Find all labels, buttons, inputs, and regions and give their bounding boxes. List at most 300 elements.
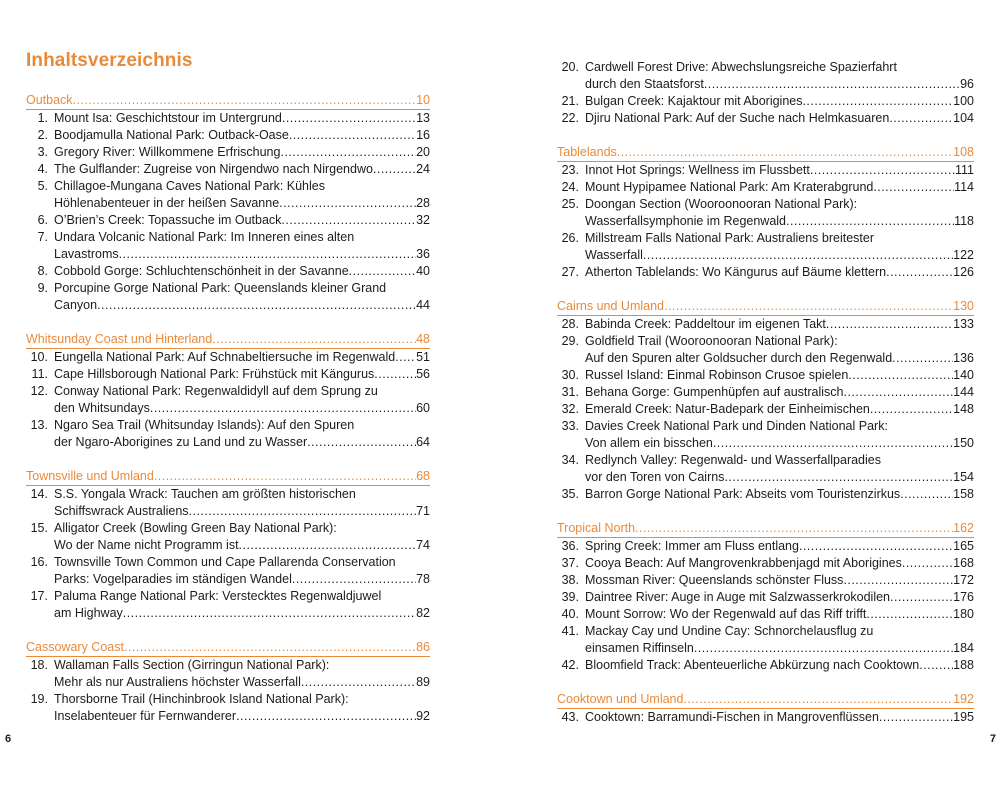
section-heading[interactable] xyxy=(557,691,974,709)
toc-entry[interactable] xyxy=(557,555,974,572)
entry-last-line xyxy=(585,350,974,367)
dot-leader xyxy=(292,571,416,588)
entry-last-line xyxy=(54,503,430,520)
entry-last-line xyxy=(54,605,430,622)
entry-title-line: Atherton Tablelands: Wo Kängurus auf Bäume klettern xyxy=(585,265,887,279)
toc-entry[interactable] xyxy=(26,691,430,725)
entry-page-number: 32 xyxy=(416,213,430,227)
entry-page-number: 60 xyxy=(416,401,430,415)
section-page-number: 108 xyxy=(953,145,974,159)
toc-section xyxy=(26,92,430,314)
dot-leader xyxy=(189,503,417,520)
entry-body xyxy=(54,144,430,161)
section-page-number: 86 xyxy=(416,640,430,654)
entry-number: 12. xyxy=(30,384,48,398)
entry-title-line: Townsville Town Common und Cape Pallarenda Conservation xyxy=(54,555,396,569)
toc-entry[interactable] xyxy=(26,127,430,144)
entry-title-line: Von allem ein bisschen xyxy=(585,436,713,450)
entry-last-line xyxy=(585,640,974,657)
entry-body xyxy=(54,417,430,451)
entry-title-line: Goldfield Trail (Wooroonooran National Park): xyxy=(585,334,838,348)
dot-leader xyxy=(810,162,955,179)
section-heading[interactable] xyxy=(26,468,430,486)
entry-body xyxy=(585,709,974,726)
toc-entry[interactable] xyxy=(26,520,430,554)
entry-title-line: Lavastroms xyxy=(54,247,119,261)
entry-page-number: 104 xyxy=(953,111,974,125)
entry-body xyxy=(585,110,974,127)
toc-entry[interactable] xyxy=(26,657,430,691)
entry-page-number: 195 xyxy=(953,710,974,724)
entry-number: 21. xyxy=(561,94,579,108)
entry-last-line xyxy=(54,434,430,451)
entry-body xyxy=(585,196,974,230)
dot-leader xyxy=(724,469,953,486)
section-page-number: 162 xyxy=(953,521,974,535)
dot-leader xyxy=(395,349,416,366)
entry-last-line xyxy=(54,708,430,725)
entry-page-number: 89 xyxy=(416,675,430,689)
entry-title-line: Auf den Spuren alter Goldsucher durch den Regenwald xyxy=(585,351,893,365)
toc-section xyxy=(557,59,974,127)
dot-leader xyxy=(617,144,953,161)
entry-number: 35. xyxy=(561,487,579,501)
entry-number: 23. xyxy=(561,163,579,177)
entry-last-line xyxy=(585,435,974,452)
entry-title-line: Höhlenabenteuer in der heißen Savanne xyxy=(54,196,280,210)
toc-section xyxy=(557,298,974,503)
dot-leader xyxy=(664,298,953,315)
toc-section xyxy=(26,468,430,622)
entry-last-line xyxy=(585,316,974,333)
entry-number: 39. xyxy=(561,590,579,604)
toc-entry[interactable] xyxy=(26,212,430,229)
entry-title-line: Wasserfallsymphonie im Regenwald xyxy=(585,214,787,228)
entry-last-line xyxy=(585,213,974,230)
entry-body xyxy=(54,486,430,520)
toc-entry[interactable] xyxy=(557,401,974,418)
entry-last-line xyxy=(585,657,974,674)
entry-page-number: 13 xyxy=(416,111,430,125)
entry-title-line: Davies Creek National Park und Dinden National Park: xyxy=(585,419,888,433)
entry-body xyxy=(54,383,430,417)
toc-entry[interactable] xyxy=(26,178,430,212)
dot-leader xyxy=(124,639,416,656)
entry-last-line xyxy=(585,486,974,503)
dot-leader xyxy=(123,605,416,622)
entry-title-line: Wasserfall xyxy=(585,248,643,262)
entry-body xyxy=(54,588,430,622)
entry-title-line: Emerald Creek: Natur-Badepark der Einheimischen xyxy=(585,402,870,416)
dot-leader xyxy=(73,92,417,109)
page-title: Inhaltsverzeichnis xyxy=(26,50,193,71)
entry-body xyxy=(585,93,974,110)
entry-title-line: Bloomfield Track: Abenteuerliche Abkürzung nach Cooktown xyxy=(585,658,920,672)
toc-entry[interactable] xyxy=(26,383,430,417)
entry-title-line: Wo der Name nicht Programm ist xyxy=(54,538,239,552)
toc-entry[interactable] xyxy=(557,93,974,110)
dot-leader xyxy=(713,435,953,452)
entry-page-number: 92 xyxy=(416,709,430,723)
toc-entry[interactable] xyxy=(557,572,974,589)
section-title: Tropical North xyxy=(557,521,636,535)
entry-body xyxy=(54,212,430,229)
entry-body xyxy=(54,349,430,366)
entry-number: 2. xyxy=(37,128,48,142)
entry-title-line: Parks: Vogelparadies im ständigen Wandel xyxy=(54,572,292,586)
entry-title-line: Schiffswrack Australiens xyxy=(54,504,189,518)
entry-last-line xyxy=(54,366,430,383)
toc-entry[interactable] xyxy=(557,333,974,367)
toc-section xyxy=(557,520,974,674)
dot-leader xyxy=(119,246,416,263)
toc-entry[interactable] xyxy=(26,554,430,588)
entry-page-number: 176 xyxy=(953,590,974,604)
entry-last-line xyxy=(585,538,974,555)
entry-title-line: Mount Hypipamee National Park: Am Kraterabgrund xyxy=(585,180,874,194)
entry-number: 38. xyxy=(561,573,579,587)
toc-entry[interactable] xyxy=(557,264,974,281)
entry-title-line: The Gulflander: Zugreise von Nirgendwo nach Nirgendwo xyxy=(54,162,373,176)
entry-body xyxy=(585,333,974,367)
dot-leader xyxy=(307,434,416,451)
toc-entry[interactable] xyxy=(557,657,974,674)
entry-title-line: den Whitsundays xyxy=(54,401,150,415)
section-title: Tablelands xyxy=(557,145,617,159)
section-title: Whitsunday Coast und Hinterland xyxy=(26,332,213,346)
entry-page-number: 184 xyxy=(953,641,974,655)
entry-title-line: Mount Sorrow: Wo der Regenwald auf das Riff trifft xyxy=(585,607,867,621)
toc-section xyxy=(26,639,430,725)
entry-title-line: Thorsborne Trail (Hinchinbrook Island National Park): xyxy=(54,692,349,706)
dot-leader xyxy=(239,537,417,554)
entry-page-number: 36 xyxy=(416,247,430,261)
entry-title-line: Eungella National Park: Auf Schnabeltiersuche im Regenwald xyxy=(54,350,396,364)
entry-last-line xyxy=(585,555,974,572)
toc-entry[interactable] xyxy=(557,538,974,555)
entry-page-number: 180 xyxy=(953,607,974,621)
entry-number: 6. xyxy=(37,213,48,227)
dot-leader xyxy=(902,555,953,572)
entry-last-line xyxy=(54,246,430,263)
entry-last-line xyxy=(54,127,430,144)
entry-last-line xyxy=(54,571,430,588)
toc-entry[interactable] xyxy=(26,366,430,383)
section-heading[interactable] xyxy=(26,331,430,349)
toc-entry[interactable] xyxy=(557,589,974,606)
entry-body xyxy=(585,401,974,418)
dot-leader xyxy=(373,161,416,178)
toc-column-left xyxy=(26,92,430,742)
dot-leader xyxy=(349,263,416,280)
dot-leader xyxy=(212,331,416,348)
entry-body xyxy=(585,367,974,384)
entry-last-line xyxy=(54,110,430,127)
entry-last-line xyxy=(54,349,430,366)
entry-number: 27. xyxy=(561,265,579,279)
entry-title-line: Ngaro Sea Trail (Whitsunday Islands): Auf den Spuren xyxy=(54,418,355,432)
entry-page-number: 144 xyxy=(953,385,974,399)
entry-body xyxy=(54,229,430,263)
entry-page-number: 20 xyxy=(416,145,430,159)
toc-entry[interactable] xyxy=(26,110,430,127)
entry-number: 32. xyxy=(561,402,579,416)
entry-title-line: Russel Island: Einmal Robinson Crusoe spielen xyxy=(585,368,849,382)
entry-body xyxy=(54,127,430,144)
entry-title-line: Doongan Section (Wooroonooran National Park): xyxy=(585,197,858,211)
entry-title-line: Babinda Creek: Paddeltour im eigenen Takt xyxy=(585,317,826,331)
toc-entry[interactable] xyxy=(557,196,974,230)
page-number-right: 7 xyxy=(989,733,996,745)
entry-body xyxy=(585,486,974,503)
entry-title-line: Barron Gorge National Park: Abseits vom Touristenzirkus xyxy=(585,487,901,501)
entry-body xyxy=(585,623,974,657)
entry-number: 5. xyxy=(37,179,48,193)
dot-leader xyxy=(643,247,953,264)
section-heading[interactable] xyxy=(557,520,974,538)
entry-body xyxy=(585,384,974,401)
dot-leader xyxy=(844,384,954,401)
dot-leader xyxy=(280,144,416,161)
dot-leader xyxy=(301,674,416,691)
entry-last-line xyxy=(54,195,430,212)
entry-title-line: Innot Hot Springs: Wellness im Flussbett xyxy=(585,163,810,177)
entry-title-line: Mossman River: Queenslands schönster Fluss xyxy=(585,573,844,587)
entry-number: 3. xyxy=(37,145,48,159)
entry-number: 16. xyxy=(30,555,48,569)
toc-entry[interactable] xyxy=(26,263,430,280)
section-title: Cassowary Coast xyxy=(26,640,124,654)
entry-title-line: Alligator Creek (Bowling Green Bay National Park): xyxy=(54,521,337,535)
entry-body xyxy=(54,178,430,212)
entry-number: 37. xyxy=(561,556,579,570)
entry-page-number: 40 xyxy=(416,264,430,278)
entry-body xyxy=(585,418,974,452)
entry-page-number: 64 xyxy=(416,435,430,449)
entry-body xyxy=(585,606,974,623)
entry-title-line: Wallaman Falls Section (Girringun National Park): xyxy=(54,658,330,672)
dot-leader xyxy=(843,572,953,589)
entry-title-line: der Ngaro-Aborigines zu Land und zu Wasser xyxy=(54,435,308,449)
entry-page-number: 44 xyxy=(416,298,430,312)
entry-title-line: Millstream Falls National Park: Australiens breitester xyxy=(585,231,874,245)
section-heading[interactable] xyxy=(557,144,974,162)
toc-entry[interactable] xyxy=(26,161,430,178)
entry-last-line xyxy=(585,709,974,726)
entry-number: 13. xyxy=(30,418,48,432)
section-heading[interactable] xyxy=(26,639,430,657)
entry-body xyxy=(585,162,974,179)
entry-page-number: 150 xyxy=(953,436,974,450)
toc-entry[interactable] xyxy=(26,486,430,520)
entry-page-number: 100 xyxy=(953,94,974,108)
toc-entry[interactable] xyxy=(26,588,430,622)
entry-last-line xyxy=(54,674,430,691)
dot-leader xyxy=(799,538,953,555)
entry-page-number: 82 xyxy=(416,606,430,620)
entry-last-line xyxy=(585,401,974,418)
toc-entry[interactable] xyxy=(26,417,430,451)
entry-last-line xyxy=(585,162,974,179)
entry-last-line xyxy=(585,572,974,589)
entry-number: 28. xyxy=(561,317,579,331)
entry-body xyxy=(54,520,430,554)
entry-page-number: 74 xyxy=(416,538,430,552)
dot-leader xyxy=(879,709,953,726)
entry-page-number: 71 xyxy=(416,504,430,518)
entry-body xyxy=(54,657,430,691)
entry-body xyxy=(585,572,974,589)
toc-entry[interactable] xyxy=(557,452,974,486)
dot-leader xyxy=(683,691,953,708)
toc-entry[interactable] xyxy=(557,384,974,401)
dot-leader xyxy=(281,212,416,229)
toc-entry[interactable] xyxy=(557,59,974,93)
entry-number: 22. xyxy=(561,111,579,125)
entry-title-line: S.S. Yongala Wrack: Tauchen am größten historischen xyxy=(54,487,356,501)
entry-page-number: 158 xyxy=(953,487,974,501)
toc-entry[interactable] xyxy=(557,179,974,196)
toc-entry[interactable] xyxy=(557,230,974,264)
entry-title-line: Spring Creek: Immer am Fluss entlang xyxy=(585,539,799,553)
entry-title-line: Undara Volcanic National Park: Im Inneren eines alten xyxy=(54,230,355,244)
entry-number: 43. xyxy=(561,710,579,724)
entry-title-line: Cooktown: Barramundi-Fischen in Mangrovenflüssen xyxy=(585,710,879,724)
entry-number: 24. xyxy=(561,180,579,194)
dot-leader xyxy=(97,297,416,314)
entry-last-line xyxy=(585,606,974,623)
section-heading[interactable] xyxy=(26,92,430,110)
dot-leader xyxy=(873,179,954,196)
entry-last-line xyxy=(585,247,974,264)
entry-number: 9. xyxy=(37,281,48,295)
entry-title-line: Conway National Park: Regenwaldidyll auf dem Sprung zu xyxy=(54,384,378,398)
entry-number: 4. xyxy=(37,162,48,176)
entry-title-line: Canyon xyxy=(54,298,98,312)
toc-entry[interactable] xyxy=(557,418,974,452)
entry-page-number: 172 xyxy=(953,573,974,587)
entry-body xyxy=(585,452,974,486)
entry-body xyxy=(54,366,430,383)
entry-number: 20. xyxy=(561,60,579,74)
toc-entry[interactable] xyxy=(557,606,974,623)
entry-body xyxy=(54,280,430,314)
entry-last-line xyxy=(585,264,974,281)
toc-entry[interactable] xyxy=(557,316,974,333)
entry-number: 34. xyxy=(561,453,579,467)
entry-body xyxy=(54,691,430,725)
entry-title-line: Gregory River: Willkommene Erfrischung xyxy=(54,145,281,159)
section-heading[interactable] xyxy=(557,298,974,316)
toc-entry[interactable] xyxy=(557,110,974,127)
entry-page-number: 96 xyxy=(960,77,974,91)
dot-leader xyxy=(635,520,953,537)
toc-entry[interactable] xyxy=(26,280,430,314)
entry-last-line xyxy=(585,179,974,196)
entry-page-number: 16 xyxy=(416,128,430,142)
entry-number: 31. xyxy=(561,385,579,399)
entry-body xyxy=(585,657,974,674)
toc-entry[interactable] xyxy=(26,144,430,161)
entry-number: 8. xyxy=(37,264,48,278)
entry-title-line: Cooya Beach: Auf Mangrovenkrabbenjagd mit Aborigines xyxy=(585,556,902,570)
entry-title-line: Chillagoe-Mungana Caves National Park: Kühles xyxy=(54,179,325,193)
dot-leader xyxy=(866,606,953,623)
entry-last-line xyxy=(585,469,974,486)
entry-page-number: 133 xyxy=(953,317,974,331)
toc-entry[interactable] xyxy=(557,486,974,503)
entry-page-number: 148 xyxy=(953,402,974,416)
entry-number: 7. xyxy=(37,230,48,244)
section-title: Townsville und Umland xyxy=(26,469,154,483)
toc-entry[interactable] xyxy=(557,623,974,657)
section-page-number: 192 xyxy=(953,692,974,706)
entry-number: 42. xyxy=(561,658,579,672)
entry-number: 40. xyxy=(561,607,579,621)
entry-body xyxy=(54,263,430,280)
entry-body xyxy=(585,230,974,264)
dot-leader xyxy=(150,400,416,417)
entry-title-line: am Highway xyxy=(54,606,123,620)
toc-entry[interactable] xyxy=(557,162,974,179)
entry-page-number: 118 xyxy=(954,214,974,228)
entry-page-number: 122 xyxy=(953,248,974,262)
dot-leader xyxy=(289,127,416,144)
entry-number: 19. xyxy=(30,692,48,706)
entry-number: 14. xyxy=(30,487,48,501)
entry-body xyxy=(585,555,974,572)
entry-title-line: Paluma Range National Park: Verstecktes Regenwaldjuwel xyxy=(54,589,382,603)
entry-number: 1. xyxy=(37,111,48,125)
entry-last-line xyxy=(54,297,430,314)
dot-leader xyxy=(848,367,953,384)
entry-number: 11. xyxy=(31,367,48,381)
entry-title-line: Cobbold Gorge: Schluchtenschönheit in der Savanne xyxy=(54,264,349,278)
entry-last-line xyxy=(585,384,974,401)
entry-last-line xyxy=(54,400,430,417)
dot-leader xyxy=(154,468,416,485)
toc-entry[interactable] xyxy=(26,229,430,263)
toc-entry[interactable] xyxy=(557,709,974,726)
section-page-number: 130 xyxy=(953,299,974,313)
dot-leader xyxy=(694,640,953,657)
dot-leader xyxy=(886,264,953,281)
entry-page-number: 188 xyxy=(953,658,974,672)
entry-title-line: Daintree River: Auge in Auge mit Salzwasserkrokodilen xyxy=(585,590,891,604)
entry-body xyxy=(585,589,974,606)
entry-body xyxy=(585,538,974,555)
entry-page-number: 168 xyxy=(953,556,974,570)
section-title: Outback xyxy=(26,93,73,107)
entry-title-line: Redlynch Valley: Regenwald- und Wasserfallparadies xyxy=(585,453,881,467)
entry-title-line: O’Brien’s Creek: Topassuche im Outback xyxy=(54,213,282,227)
dot-leader xyxy=(374,366,416,383)
entry-page-number: 154 xyxy=(953,470,974,484)
section-page-number: 68 xyxy=(416,469,430,483)
dot-leader xyxy=(890,589,953,606)
entry-body xyxy=(54,161,430,178)
dot-leader xyxy=(919,657,953,674)
entry-title-line: vor den Toren von Cairns xyxy=(585,470,725,484)
entry-page-number: 111 xyxy=(954,163,974,177)
entry-body xyxy=(585,264,974,281)
toc-entry[interactable] xyxy=(557,367,974,384)
toc-section xyxy=(26,331,430,451)
toc-entry[interactable] xyxy=(26,349,430,366)
entry-last-line xyxy=(585,93,974,110)
entry-page-number: 78 xyxy=(416,572,430,586)
dot-leader xyxy=(892,350,953,367)
